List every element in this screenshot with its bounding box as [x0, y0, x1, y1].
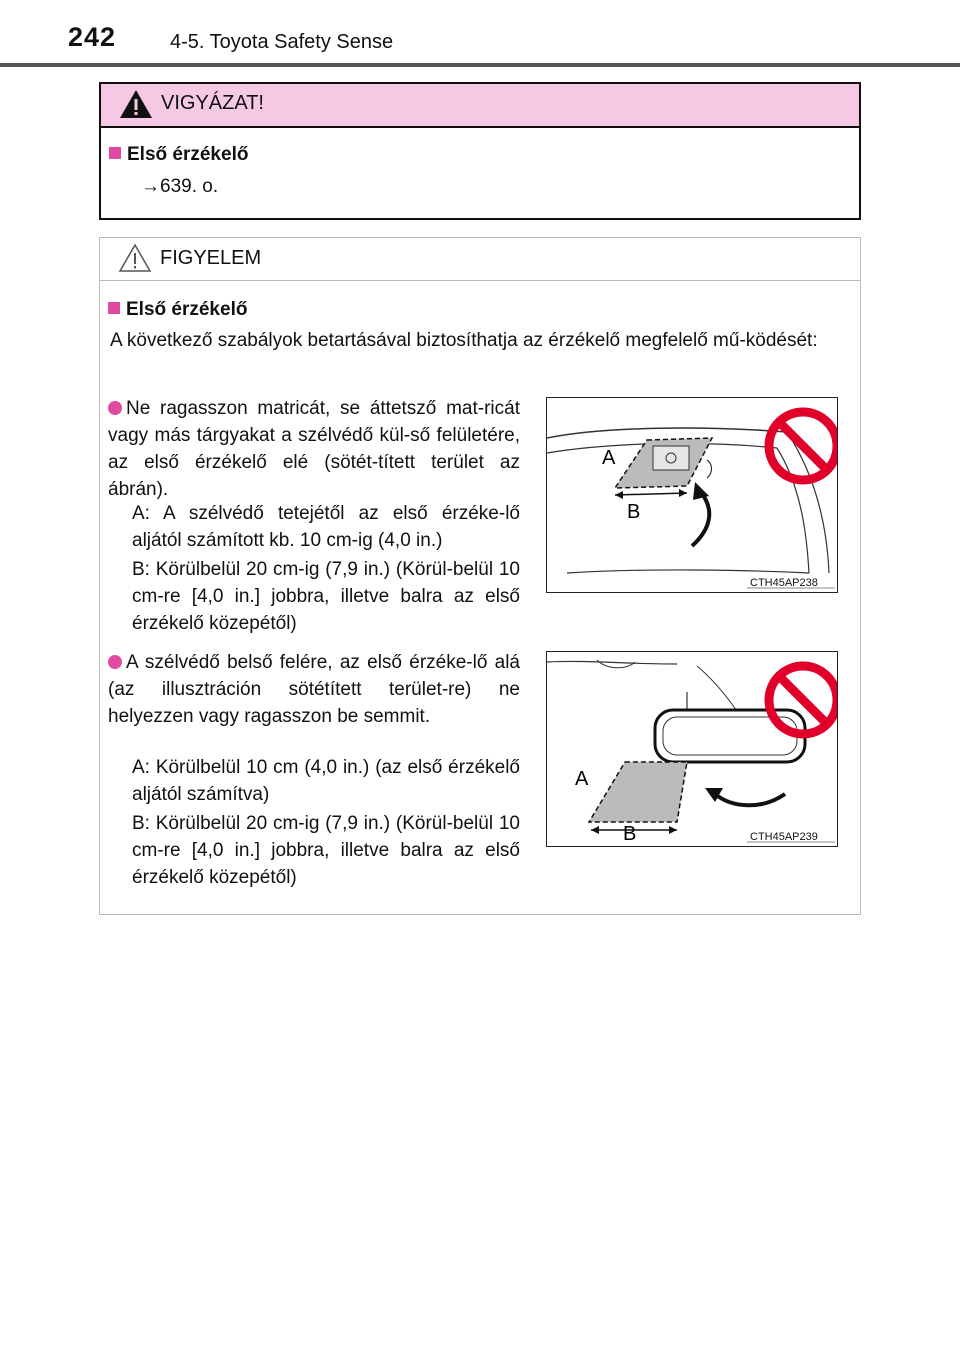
header-divider — [0, 63, 960, 67]
page-header — [0, 0, 960, 70]
item-detail-a: A: Körülbelül 10 cm (4,0 in.) (az első érzékelő aljától számítva) — [132, 757, 520, 805]
notice-box — [99, 237, 861, 915]
prohibition-icon — [769, 412, 837, 480]
item-text: Ne ragasszon matricát, se áttetsző mat-ricát vagy más tárgyakat a szélvédő kül-ső felületére, az első érzékelő elé (sötét-tített terület az ábrán). — [108, 398, 520, 500]
list-item — [108, 649, 520, 730]
warning-heading-text: Első érzékelő — [127, 144, 249, 165]
item-detail-a: A: A szélvédő tetejétől az első érzéke-lő aljától számított kb. 10 cm-ig (4,0 in.) — [132, 503, 520, 551]
notice-heading-text: Első érzékelő — [126, 299, 248, 320]
item-text: A szélvédő belső felére, az első érzéke-lő alá (az illusztráción sötétített terület-re) ne helyezzen vagy ragasszon be semmit. — [108, 652, 520, 727]
warning-header — [101, 84, 859, 128]
caution-triangle-icon — [117, 242, 153, 274]
square-bullet-icon — [108, 302, 120, 314]
figure-code: CTH45AP239 — [750, 831, 818, 843]
dimension-label-b: B — [623, 823, 637, 845]
section-title: 4-5. Toyota Safety Sense — [170, 31, 394, 53]
figure-code: CTH45AP238 — [750, 577, 818, 589]
windshield-interior-figure — [546, 651, 838, 847]
windshield-exterior-figure — [546, 397, 838, 593]
notice-header — [100, 238, 860, 281]
square-bullet-icon — [109, 147, 121, 159]
warning-subheading — [109, 144, 248, 166]
list-item — [108, 395, 520, 503]
dimension-label-a: A — [602, 447, 616, 469]
warning-box — [99, 82, 861, 220]
warning-label: VIGYÁZAT! — [161, 92, 264, 114]
notice-label: FIGYELEM — [160, 247, 262, 269]
dimension-label-a: A — [575, 768, 589, 790]
warning-triangle-icon — [118, 88, 154, 120]
notice-subheading — [108, 299, 247, 321]
bullet-icon — [108, 655, 122, 669]
page-number: 242 — [68, 22, 117, 52]
item-detail-b: B: Körülbelül 20 cm-ig (7,9 in.) (Körül-belül 10 cm-re [4,0 in.] jobbra, illetve balra az első érzékelő közepétől) — [132, 559, 520, 634]
notice-intro: A következő szabályok betartásával biztosíthatja az érzékelő megfelelő mű-ködését: — [110, 330, 818, 351]
page-reference: →639. o. — [141, 176, 219, 197]
bullet-icon — [108, 401, 122, 415]
dimension-label-b: B — [627, 501, 641, 523]
item-detail-b: B: Körülbelül 20 cm-ig (7,9 in.) (Körül-belül 10 cm-re [4,0 in.] jobbra, illetve balra az első érzékelő közepétől) — [132, 813, 520, 888]
